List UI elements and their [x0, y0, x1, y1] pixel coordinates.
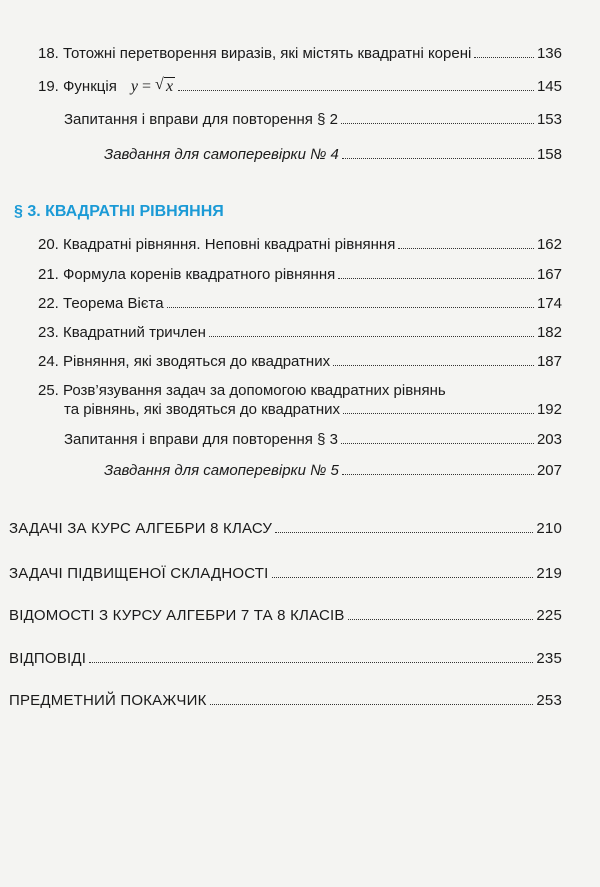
leader-dots: [343, 412, 534, 414]
toc-entry-title: 22. Теорема Вієта: [38, 295, 164, 312]
toc-entry-subject-index: [9, 692, 562, 710]
toc-entry-page: 153: [536, 111, 562, 128]
toc-entry-21: [38, 266, 562, 284]
toc-entry-page: 136: [536, 45, 562, 62]
toc-entry-page: 145: [536, 78, 562, 95]
leader-dots: [338, 277, 534, 279]
toc-entry-24: [38, 353, 562, 371]
toc-entry-review-3: [64, 431, 562, 449]
leader-dots: [342, 473, 534, 475]
leader-dots: [474, 56, 534, 58]
square-root: [155, 78, 175, 96]
toc-entry-title: 20. Квадратні рівняння. Неповні квадратні рівняння: [38, 236, 396, 253]
toc-entry-title: та рівнянь, які зводяться до квадратних: [64, 401, 341, 418]
toc-entry-title: ПРЕДМЕТНИЙ ПОКАЖЧИК: [9, 692, 207, 709]
toc-entry-25-line1: 25. Розв’язування задач за допомогою квадратних рівнянь: [38, 382, 446, 399]
leader-dots: [275, 531, 533, 533]
toc-entry-advanced-problems: [9, 565, 562, 583]
toc-entry-page: 192: [536, 401, 562, 418]
leader-dots: [341, 122, 534, 124]
toc-entry-page: 235: [536, 650, 562, 667]
toc-entry-page: 219: [536, 565, 562, 582]
toc-entry-page: 187: [536, 353, 562, 370]
toc-entry-title: Завдання для самоперевірки № 5: [104, 462, 339, 479]
leader-dots: [398, 247, 534, 249]
toc-entry-title: 21. Формула коренів квадратного рівняння: [38, 266, 336, 283]
toc-entry-22: [38, 295, 562, 313]
leader-dots: [89, 661, 533, 663]
leader-dots: [333, 364, 534, 366]
toc-entry-page: 253: [536, 692, 562, 709]
leader-dots: [167, 306, 534, 308]
formula-argument: x: [165, 78, 174, 95]
leader-dots: [272, 576, 534, 578]
toc-entry-23: [38, 324, 562, 342]
leader-dots: [210, 703, 534, 705]
toc-entry-page: 225: [536, 607, 562, 624]
toc-entry-page: 167: [536, 266, 562, 283]
leader-dots: [178, 89, 534, 91]
toc-entry-review-2: [64, 111, 562, 129]
toc-entry-title: ВІДОМОСТІ З КУРСУ АЛГЕБРИ 7 ТА 8 КЛАСІВ: [9, 607, 345, 624]
toc-entry-answers: [9, 650, 562, 668]
toc-entry-problems-course: [9, 520, 562, 538]
toc-entry-title: 24. Рівняння, які зводяться до квадратних: [38, 353, 331, 370]
toc-entry-title: Запитання і вправи для повторення § 2: [64, 111, 338, 128]
section-heading: § 3. КВАДРАТНІ РІВНЯННЯ: [14, 203, 224, 220]
toc-entry-title: ВІДПОВІДІ: [9, 650, 87, 667]
toc-entry-18: [38, 45, 562, 63]
toc-entry-page: 158: [536, 146, 562, 163]
leader-dots: [341, 442, 534, 444]
toc-entry-self-check-5: [104, 462, 562, 480]
toc-entry-page: 210: [536, 520, 562, 537]
leader-dots: [348, 618, 534, 620]
toc-entry-25: [64, 401, 562, 419]
toc-entry-page: 182: [536, 324, 562, 341]
toc-entry-page: 203: [536, 431, 562, 448]
formula-equals: =: [141, 78, 151, 95]
toc-entry-course-info: [9, 607, 562, 625]
radical-sign-icon: √: [154, 76, 164, 93]
formula-variable: y: [130, 78, 138, 95]
toc-entry-title: 23. Квадратний тричлен: [38, 324, 206, 341]
leader-dots: [209, 335, 534, 337]
toc-entry-title: Запитання і вправи для повторення § 3: [64, 431, 338, 448]
leader-dots: [342, 157, 534, 159]
toc-entry-title: ЗАДАЧІ ЗА КУРС АЛГЕБРИ 8 КЛАСУ: [9, 520, 273, 537]
toc-entry-page: 207: [536, 462, 562, 479]
toc-entry-title: ЗАДАЧІ ПІДВИЩЕНОЇ СКЛАДНОСТІ: [9, 565, 269, 582]
toc-entry-20: [38, 236, 562, 254]
toc-entry-page: 174: [536, 295, 562, 312]
toc-entry-title: 18. Тотожні перетворення виразів, які містять квадратні корені: [38, 45, 472, 62]
toc-entry-title: Завдання для самоперевірки № 4: [104, 146, 339, 163]
toc-entry-title: 19. Функція: [38, 78, 117, 95]
toc-entry-19: [38, 78, 562, 96]
toc-entry-self-check-4: [104, 146, 562, 164]
function-formula: [131, 78, 175, 96]
toc-entry-page: 162: [536, 236, 562, 253]
